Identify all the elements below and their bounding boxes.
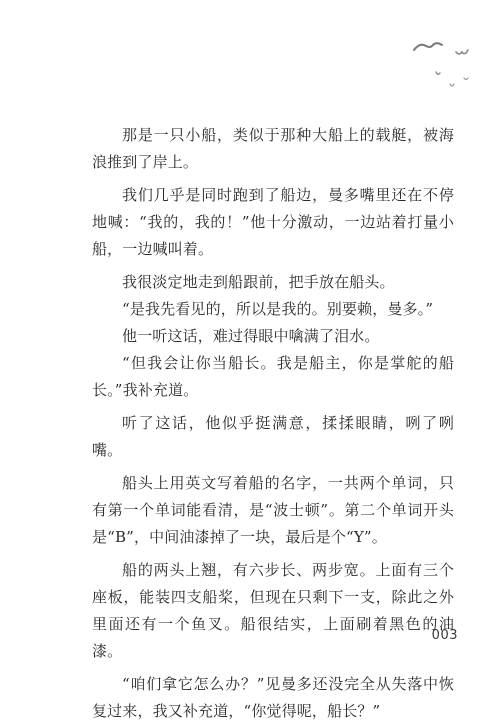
paragraph: “是我先看见的，所以是我的。别要赖，曼多。” <box>122 300 434 318</box>
bird-tiny-icon <box>450 84 454 86</box>
paragraph: 船的两头上翘，有六步长、两步宽。上面有三个座板，能装四支船桨，但现在只剩下一支，除此之外里面还有一个鱼叉。船很结实，上面刷着黑色的油漆。 <box>92 561 454 660</box>
bird-medium-icon <box>456 50 468 54</box>
paragraph: 船头上用英文写着船的名字，一共两个单词，只有第一个单词能看清，是“波士顿”。第二个单词开头是“B”，中间油漆掉了一块，最后是个“Y”。 <box>92 474 454 546</box>
paragraph: 听了这话，他似乎挺满意，揉揉眼睛，咧了咧嘴。 <box>92 414 454 459</box>
bird-tiny-icon <box>464 78 468 80</box>
paragraph: 那是一只小船，类似于那种大船上的载艇，被海浪推到了岸上。 <box>92 126 454 171</box>
page-number: 003 <box>431 628 458 643</box>
paragraph: 我们几乎是同时跑到了船边，曼多嘴里还在不停地喊：“我的，我的！”他十分激动，一边站着打量小船，一边喊叫着。 <box>92 186 454 258</box>
paragraph: “但我会让你当船长。我是船主，你是掌舵的船长。”我补充道。 <box>92 354 454 399</box>
paragraph: “咱们拿它怎么办？”见曼多还没完全从失落中恢复过来，我又补充道，“你觉得呢，船长？” <box>92 675 454 720</box>
body-text <box>92 122 454 725</box>
paragraph: 他一听这话，难过得眼中噙满了泪水。 <box>122 327 380 345</box>
flying-birds-icon <box>410 36 490 106</box>
paragraph: 我很淡定地走到船跟前，把手放在船头。 <box>122 273 395 291</box>
bird-large-icon <box>414 43 442 50</box>
bird-small-icon <box>436 72 440 74</box>
